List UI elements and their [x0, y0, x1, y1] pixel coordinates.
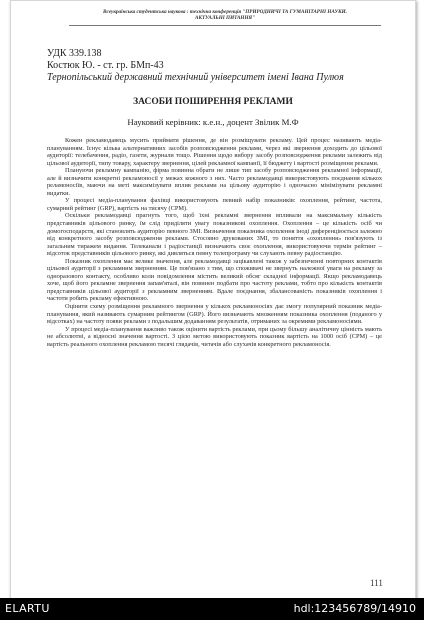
article-body: [47, 137, 382, 348]
body-paragraph: У процесі медіа-планування важливо також оцінити вартість реклами, при цьому більшу аналітичну цінність мають не абсолютні, а відносні значення вартості. З цією метою використовують показник вартість на 1000 осіб (CPM) – це вартість реального охоплення рекламою тисячі глядачів, читачів або слухачів конкретного рекламоносія.: [47, 325, 382, 348]
conference-header-line-2: АКТУАЛЬНІ ПИТАННЯ": [195, 15, 255, 22]
header-divider: [69, 25, 381, 26]
viewer-footer-bar: [0, 598, 424, 620]
page-number: 111: [370, 578, 383, 588]
body-paragraph: Плануючи рекламну кампанію, фірма повинна обрати не лише тип засобу розповсюдження рекламної інформації, але й визначити конкретні рекламоносії у межах кожного з них. Часто рекламодавці використовують поєднання кількох реламоносіїв, маючи на меті максимізувати вплив реклами на цільову аудиторію і одночасно мінімізувати рекламні видатки.: [47, 167, 382, 197]
article-title: ЗАСОБИ ПОШИРЕННЯ РЕКЛАМИ: [133, 97, 293, 107]
university-line: Тернопільський державний технічний університет імені Івана Пулюя: [47, 72, 344, 83]
body-paragraph: Кожен рекламодавець мусить приймати рішення, де він розміщувати рекламу. Цей процес називають медіа-плануванням. Існує кілька альтернативних засобів розповсюдження реклами, через які звернення доходить до цільової аудиторії: телебачення, радіо, газети, журнали тощо. Рішення щодо вибору засобу розповсюдження реклами залежить від цільової аудиторії, типу товару, характеру звернення, цілей рекламної кампанії, її бюджету і вартості розміщення реклами.: [47, 137, 382, 167]
handle-label[interactable]: hdl:123456789/14910: [293, 602, 416, 615]
advisor-line: Науковий керівник: к.е.н., доцент Звілик М.Ф: [127, 117, 299, 127]
body-paragraph: Оцінити схему розміщення рекламного звернення у кількох рекламоносіях дає змогу популярний показник медіа-планування, який називають сумарним рейтингом (GRP). Його визначають множенням показника охоплення (поданого у відсотках) на частоту появи реклами з подальшим додаванням результатів, отриманих за окремими рекламоносіями.: [47, 303, 382, 326]
conference-header-line-1: Всеукраїнська студентська наукова : технічна конференція "ПРИРОДНИЧІ ТА ГУМАНІТАРНІ НАУКИ.: [103, 9, 347, 15]
repository-label: ELARTU: [5, 602, 50, 615]
document-page: [10, 0, 416, 600]
body-paragraph: Показник охоплення має велике значення, але рекламодавці зацікавлені також у забезпеченні повторних контактів цільової аудиторії з рекламним зверненням. Це пов'язано з тим, що споживачі не звернуть належної уваги на рекламу за одноразового контакту, особливо коли повідомлення містить великий обсяг складної інформації. Якщо рекламодавець хоче, щоб його рекламне звернення запам'яталі, він повинен подбати про частоту реклами, тобто про кількість контактів представників цільової аудиторії з рекламним зверненням. Вдале поєднання, збалансованість показників охоплення і частоти робить рекламу ефективною.: [47, 257, 382, 303]
udc-code: УДК 339.138: [47, 48, 102, 59]
body-paragraph: У процесі медіа-планування фахівці використовують певний набір показників: охоплення, рейтинг, частота, сумарний рейтинг (GRP), вартість на тисячу (CPM).: [47, 197, 382, 212]
author-line: Костюк Ю. - ст. гр. БМп-43: [47, 60, 164, 71]
body-paragraph: Оскільки рекламодавці прагнуть того, щоб їхні рекламні звернення впливали на максимальну кількість представників цільового ринку, їм слід приділяти увагу показникові охоплення. Охоплення – це кількість осіб чи домогосподарств, які становлять аудиторію певного ЗМІ. Визначення показника охоплення іноді диференціюється залежно від конкретного засобу розповсюдження реклами. Стосовно друкованих ЗМІ, то поняття «охоплення» пов'язують із загальним тиражем видання. Телеканали і радіостанції визначають своє охоплення, використовуючи термін рейтинг – відсоток представників цільового ринку, які дивляться певну телепрограму чи слухають певну радіостанцію.: [47, 212, 382, 258]
conference-header: [69, 9, 381, 22]
